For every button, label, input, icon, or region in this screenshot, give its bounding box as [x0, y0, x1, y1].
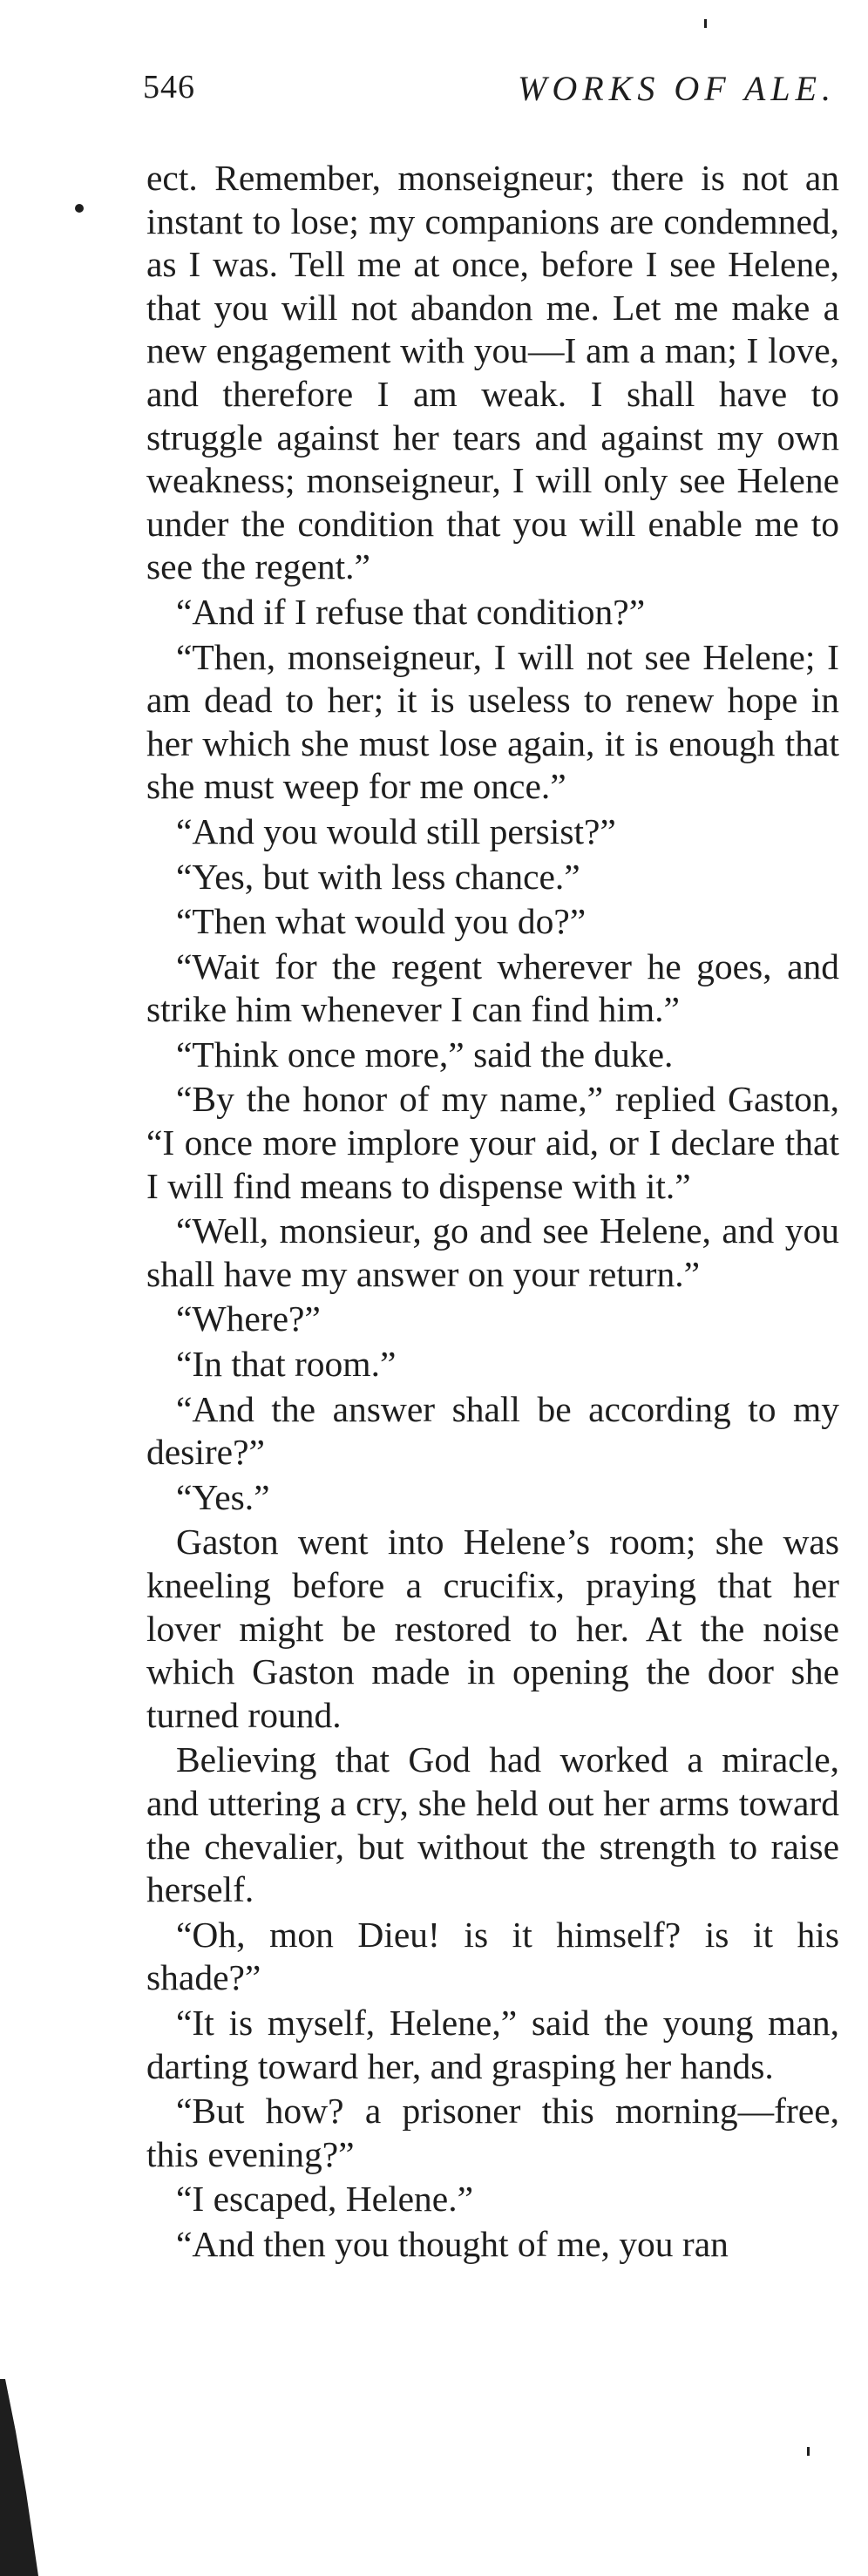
paragraph: “Yes, but with less chance.” [176, 856, 580, 897]
paragraph: “Well, monsieur, go and see Helene, and you shall have my answer on your return.” [146, 1210, 839, 1294]
paragraph: “Yes.” [176, 1476, 270, 1517]
body-text [146, 157, 839, 2268]
paragraph: “Wait for the regent wherever he goes, and strike him whenever I can find him.” [146, 946, 839, 1030]
scan-speck [807, 2447, 810, 2456]
paragraph: “Oh, mon Dieu! is it himself? is it his shade?” [146, 1914, 839, 1998]
page-number: 546 [143, 69, 195, 105]
margin-dot [75, 204, 84, 213]
paragraph: “I escaped, Helene.” [176, 2179, 473, 2220]
paragraph: “Think once more,” said the duke. [176, 1034, 674, 1074]
paragraph: “Then, monseigneur, I will not see Helene; I am dead to her; it is useless to renew hope in her which she must lose again, it is enough that she must weep for me once.” [146, 636, 839, 807]
running-head: WORKS OF ALE. [518, 69, 837, 108]
paragraph: “It is myself, Helene,” said the young man, darting toward her, and grasping her hands. [146, 2002, 839, 2086]
paragraph: “In that room.” [176, 1344, 397, 1385]
paragraph: “Where?” [176, 1298, 321, 1339]
paragraph: Believing that God had worked a miracle, and uttering a cry, she held out her arms toward the chevalier, but without the strength to raise herself. [146, 1739, 839, 1910]
paragraph: “And the answer shall be according to my desire?” [146, 1388, 839, 1473]
paragraph: “And if I refuse that condition?” [176, 591, 646, 632]
paragraph: “By the honor of my name,” replied Gaston, “I once more implore your aid, or I declare that I will find means to dispense with it.” [146, 1079, 839, 1206]
paragraph: “And you would still persist?” [176, 810, 616, 851]
scan-speck [704, 19, 707, 28]
paragraph: ect. Remember, monseigneur; there is not an instant to lose; my companions are condemned, as I was. Tell me at once, before I see Helene, that you will not abandon me. Let me make a new engagement with you—I am a man; I love, and therefore I am weak. I shall have to struggle against her tears and against my own weakness; monseigneur, I will only see Helene under the condition that you will enable me to see the regent.” [146, 158, 839, 587]
page-header [143, 68, 868, 120]
paragraph: “Then what would you do?” [176, 901, 587, 942]
paragraph: “And then you thought of me, you ran [176, 2223, 729, 2264]
paragraph: Gaston went into Helene’s room; she was kneeling before a crucifix, praying that her lover might be restored to her. At the noise which Gaston made in opening the door she turned round. [146, 1522, 839, 1735]
binding-shadow [0, 2379, 42, 2576]
paragraph: “But how? a prisoner this morning—free, this evening?” [146, 2091, 839, 2174]
